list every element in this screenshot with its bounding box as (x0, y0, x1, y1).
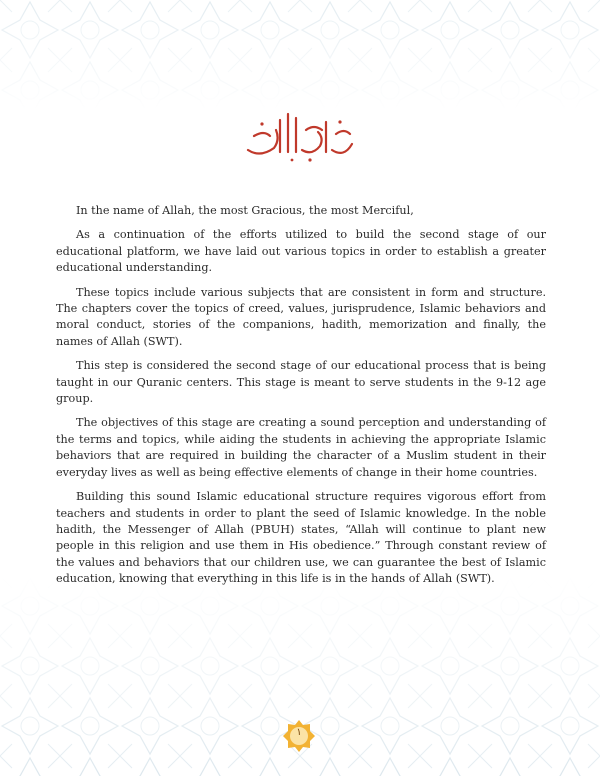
paragraph-continuation: As a continuation of the efforts utilized to build the second stage of our educational platform, we have laid out various topics in order to establish a greater educational understanding. (56, 228, 546, 275)
body-text (56, 203, 546, 596)
page-number: ١ (296, 727, 302, 738)
paragraph-building: Building this sound Islamic educational structure requires vigorous effort from teachers and students in order to plant the seed of Islamic knowledge. In the noble hadith, the Messenger of Allah (PBUH) states, “Allah will continue to plant new people in this religion and use them in His obedience.” Through constant review of the values and behaviors that our children use, we can guarantee the best of Islamic education, knowing that everything in this life is in the hands of Allah (SWT). (56, 490, 546, 586)
paragraph-objectives: The objectives of this stage are creating a sound perception and understanding of the terms and topics, while aiding the students in achieving the appropriate Islamic behaviors that are required in building the character of a Muslim student in their everyday lives as well as being effective elements of change in their home countries. (56, 416, 546, 479)
paragraph-basmala: In the name of Allah, the most Gracious, the most Merciful, (76, 204, 414, 217)
paragraph-second-stage: This step is considered the second stage of our educational process that is being taught in our Quranic centers. This stage is meant to serve students in the 9-12 age group. (56, 359, 546, 406)
paragraph-topics: These topics include various subjects that are consistent in form and structure. The chapters cover the topics of creed, values, jurisprudence, Islamic behaviors and moral conduct, stories of the companions, hadith, memorization and finally, the names of Allah (SWT). (56, 285, 546, 348)
geometric-pattern-top (0, 0, 600, 110)
basmala-calligraphy (240, 100, 360, 170)
